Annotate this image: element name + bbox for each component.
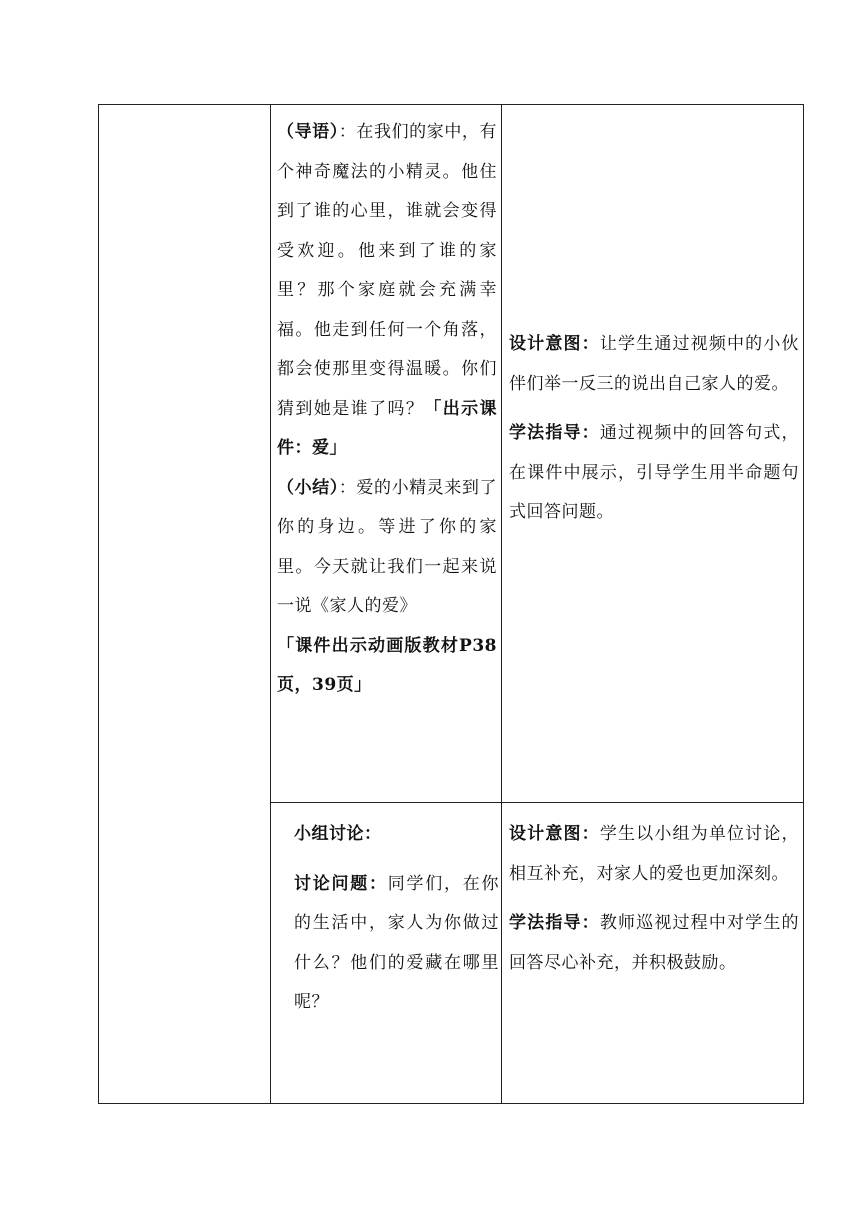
courseware-show: 「出示课件：爱」	[277, 398, 498, 458]
summary-paragraph	[277, 469, 497, 627]
summary-text: ：爱的小精灵来到了你的身边。等进了你的家里。今天就让我们一起来说一说《家人的爱》	[277, 477, 498, 616]
courseware-animation: 「课件出示动画版教材P38页，39页」	[277, 635, 497, 695]
method-guide-paragraph	[509, 414, 799, 533]
design-intent-text: 让学生通过视频中的小伙伴们举一反三的说出自己家人的爱。	[509, 334, 800, 394]
row-divider	[270, 802, 803, 803]
lesson-table	[98, 104, 804, 1104]
design-intent-text-2: 学生以小组为单位讨论，相互补充，对家人的爱也更加深刻。	[509, 824, 800, 884]
discussion-question-paragraph	[294, 865, 499, 1023]
row1-activity-cell	[277, 113, 497, 706]
method-guide-label: 学法指导：	[509, 423, 600, 443]
design-intent-label-2: 设计意图：	[509, 824, 600, 844]
summary-label: （小结）	[277, 477, 339, 498]
intro-text: ：在我们的家中，有个神奇魔法的小精灵。他住到了谁的心里，谁就会变得受欢迎。他来到了谁的家里？那个家庭就会充满幸福。他走到任何一个角落，都会使那里变得温暖。你们猜到她是谁了吗？	[277, 122, 498, 419]
method-guide-label-2: 学法指导：	[509, 913, 600, 933]
method-guide-paragraph-2	[509, 904, 799, 983]
method-guide-text: 通过视频中的回答句式，在课件中展示，引导学生用半命题句式回答问题。	[509, 423, 800, 522]
discussion-question-text: 同学们，在你的生活中，家人为你做过什么？他们的爱藏在哪里呢？	[294, 873, 499, 1012]
column-divider-1	[270, 105, 271, 1103]
column-divider-2	[501, 105, 502, 1103]
method-guide-text-2: 教师巡视过程中对学生的回答尽心补充，并积极鼓励。	[509, 913, 800, 973]
discussion-question-label: 讨论问题：	[294, 873, 388, 894]
design-intent-paragraph	[509, 325, 799, 404]
design-intent-paragraph-2	[509, 815, 799, 894]
intro-paragraph	[277, 113, 497, 469]
group-discussion-title: 小组讨论：	[294, 824, 382, 844]
row2-activity-cell	[294, 815, 499, 1023]
row1-intent-cell	[509, 325, 799, 533]
intro-label: （导语）	[277, 122, 339, 142]
design-intent-label: 设计意图：	[509, 334, 600, 354]
row2-intent-cell	[509, 815, 799, 983]
